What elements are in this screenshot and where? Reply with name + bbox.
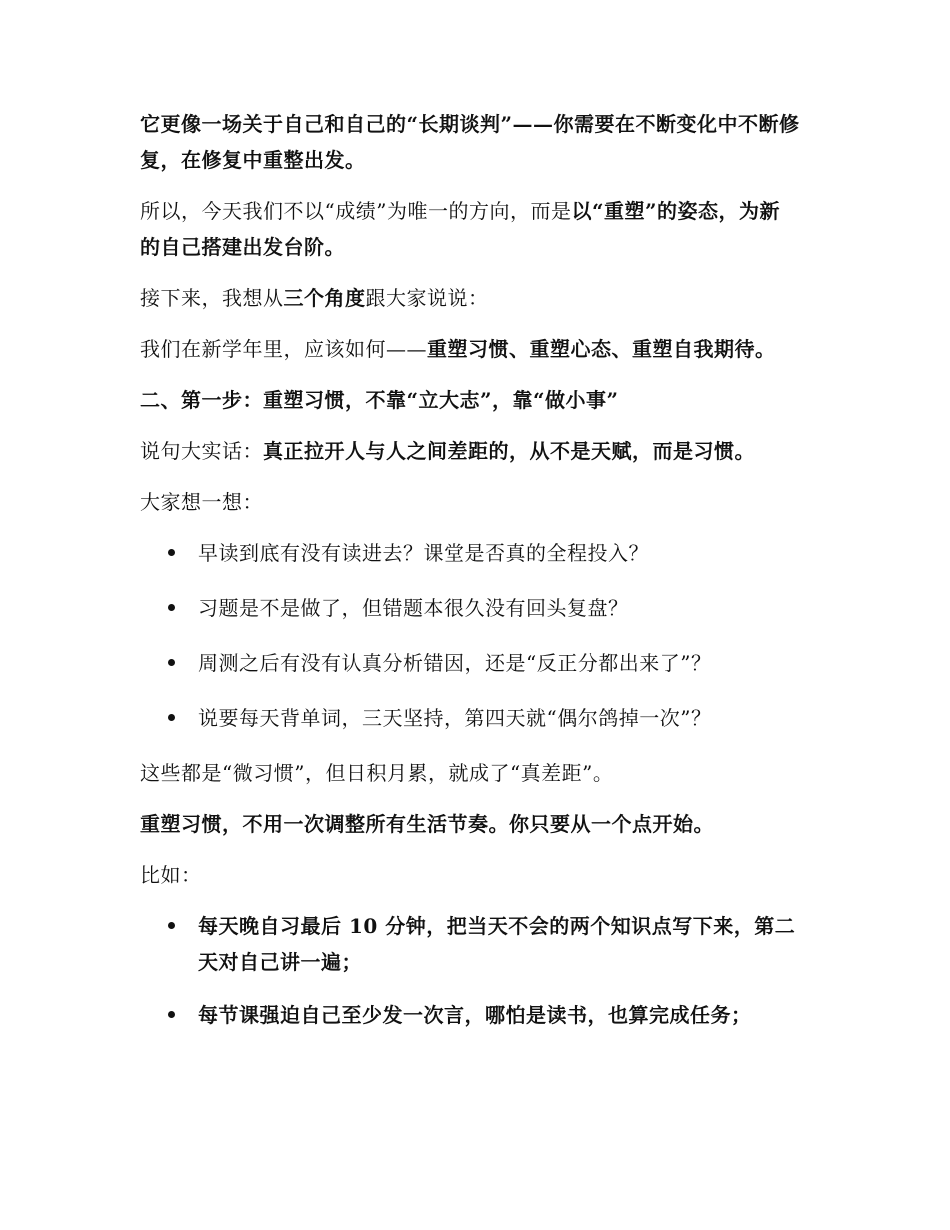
- bullet-icon: [168, 549, 175, 556]
- think-paragraph: 大家想一想：: [140, 490, 263, 514]
- list-item: [140, 535, 800, 571]
- bullet-icon: [168, 714, 175, 721]
- list-item-text: 每节课强迫自己至少发一次言，哪怕是读书，也算完成任务；: [198, 1003, 752, 1027]
- intro-paragraph-4-bold: 重塑习惯、重塑心态、重塑自我期待。: [427, 337, 776, 361]
- bullet-icon: [168, 922, 175, 929]
- bullet-icon: [168, 659, 175, 666]
- intro-paragraph-3: [140, 280, 800, 316]
- intro-paragraph-3-text-b: 跟大家说说：: [365, 286, 489, 310]
- list-item: [140, 645, 800, 681]
- intro-paragraph-1-bold: 它更像一场关于自己和自己的“长期谈判”——你需要在不断变化中不断修复，在修复中重整出发。: [140, 112, 800, 172]
- example-list: [140, 908, 800, 1033]
- list-item: [140, 590, 800, 626]
- list-item: [140, 997, 800, 1033]
- truth-paragraph: [140, 433, 800, 469]
- list-item: [140, 908, 800, 980]
- section-heading: [140, 382, 800, 418]
- reshape-paragraph: [140, 806, 800, 842]
- intro-paragraph-4-text: 我们在新学年里，应该如何——: [140, 337, 427, 361]
- intro-paragraph-1: [140, 106, 800, 178]
- bullet-icon: [168, 1011, 175, 1018]
- intro-paragraph-2-bold: 以“重塑”的姿态，为新的自己搭建出发台阶。: [140, 199, 780, 259]
- list-item-text: 周测之后有没有认真分析错因，还是“反正分都出来了”？: [198, 651, 712, 675]
- example-intro: 比如：: [140, 863, 202, 887]
- section-heading-text: 二、第一步：重塑习惯，不靠“立大志”，靠“做小事”: [140, 388, 619, 412]
- truth-paragraph-text: 说句大实话：: [140, 439, 263, 463]
- intro-paragraph-4: [140, 331, 800, 367]
- truth-paragraph-bold: 真正拉开人与人之间差距的，从不是天赋，而是习惯。: [263, 439, 755, 463]
- intro-paragraph-3-text-a: 接下来，我想从: [140, 286, 284, 310]
- list-item-text: 说要每天背单词，三天坚持，第四天就“偶尔鸽掉一次”？: [198, 706, 712, 730]
- list-item-text: 早读到底有没有读进去？课堂是否真的全程投入？: [198, 541, 649, 565]
- list-item: [140, 700, 800, 736]
- micro-habit-paragraph: 这些都是“微习惯”，但日积月累，就成了“真差距”。: [140, 761, 614, 785]
- list-item-text: 习题是不是做了，但错题本很久没有回头复盘？: [198, 596, 629, 620]
- bullet-icon: [168, 604, 175, 611]
- question-list: [140, 535, 800, 736]
- list-item-text: 每天晚自习最后 10 分钟，把当天不会的两个知识点写下来，第二天对自己讲一遍；: [198, 914, 796, 974]
- intro-paragraph-3-bold: 三个角度: [283, 286, 366, 310]
- intro-paragraph-2-text: 所以，今天我们不以“成绩”为唯一的方向，而是: [140, 199, 572, 223]
- intro-paragraph-2: [140, 193, 800, 265]
- reshape-paragraph-bold: 重塑习惯，不用一次调整所有生活节奏。你只要从一个点开始。: [140, 812, 714, 836]
